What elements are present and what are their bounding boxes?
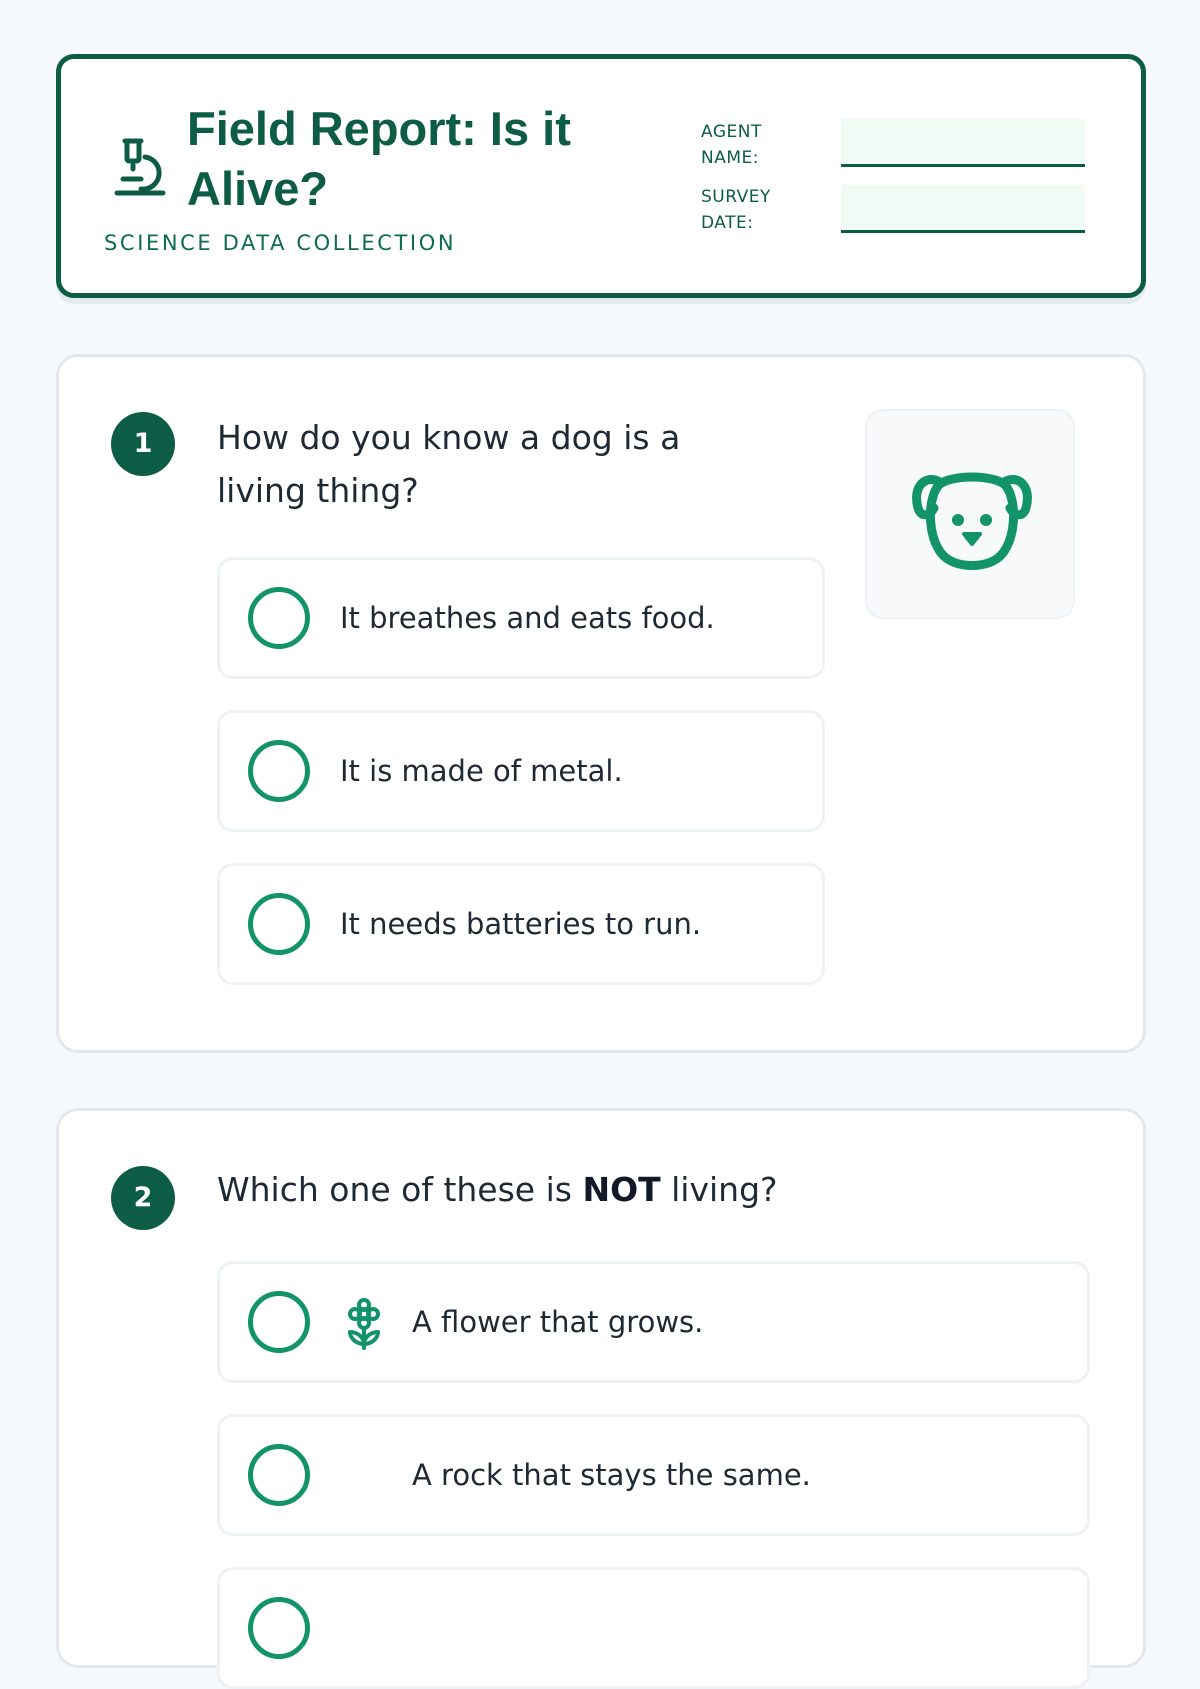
dog-icon [908, 452, 1036, 580]
agent-name-label: AGENT NAME: [701, 122, 762, 168]
option-label: It is made of metal. [340, 754, 623, 788]
question-text-end: living? [660, 1170, 778, 1209]
option-2-a[interactable] [217, 1261, 1090, 1383]
question-text-emphasis: NOT [582, 1170, 661, 1209]
question-card-1 [56, 354, 1146, 1053]
radio-button[interactable] [248, 740, 310, 802]
radio-button[interactable] [248, 893, 310, 955]
radio-button[interactable] [248, 1597, 310, 1659]
option-label: A flower that grows. [412, 1305, 704, 1339]
report-title: Field Report: Is it Alive? [187, 102, 571, 215]
question-card-2 [56, 1108, 1146, 1668]
question-number-badge: 1 [111, 412, 175, 476]
report-header [56, 54, 1146, 298]
option-label: It needs batteries to run. [340, 907, 702, 941]
question-text [217, 1163, 1077, 1216]
report-subtitle: SCIENCE DATA COLLECTION [104, 231, 457, 255]
question-text: How do you know a dog is a living thing? [217, 418, 681, 510]
microscope-icon [109, 135, 169, 199]
option-1-a[interactable] [217, 557, 825, 679]
radio-button[interactable] [248, 1444, 310, 1506]
agent-name-field[interactable] [841, 119, 1085, 167]
question-text-start: Which one of these is [217, 1170, 583, 1209]
question-number-badge: 2 [111, 1166, 175, 1230]
option-label: It breathes and eats food. [340, 601, 715, 635]
radio-button[interactable] [248, 587, 310, 649]
option-1-c[interactable] [217, 863, 825, 985]
flower-icon [340, 1298, 388, 1350]
option-2-b[interactable] [217, 1414, 1090, 1536]
option-2-c[interactable] [217, 1567, 1090, 1689]
option-label: A rock that stays the same. [412, 1458, 811, 1492]
option-1-b[interactable] [217, 710, 825, 832]
dog-image-tile [865, 409, 1075, 619]
survey-date-label: SURVEY DATE: [701, 187, 771, 233]
survey-date-field[interactable] [841, 185, 1085, 233]
radio-button[interactable] [248, 1291, 310, 1353]
